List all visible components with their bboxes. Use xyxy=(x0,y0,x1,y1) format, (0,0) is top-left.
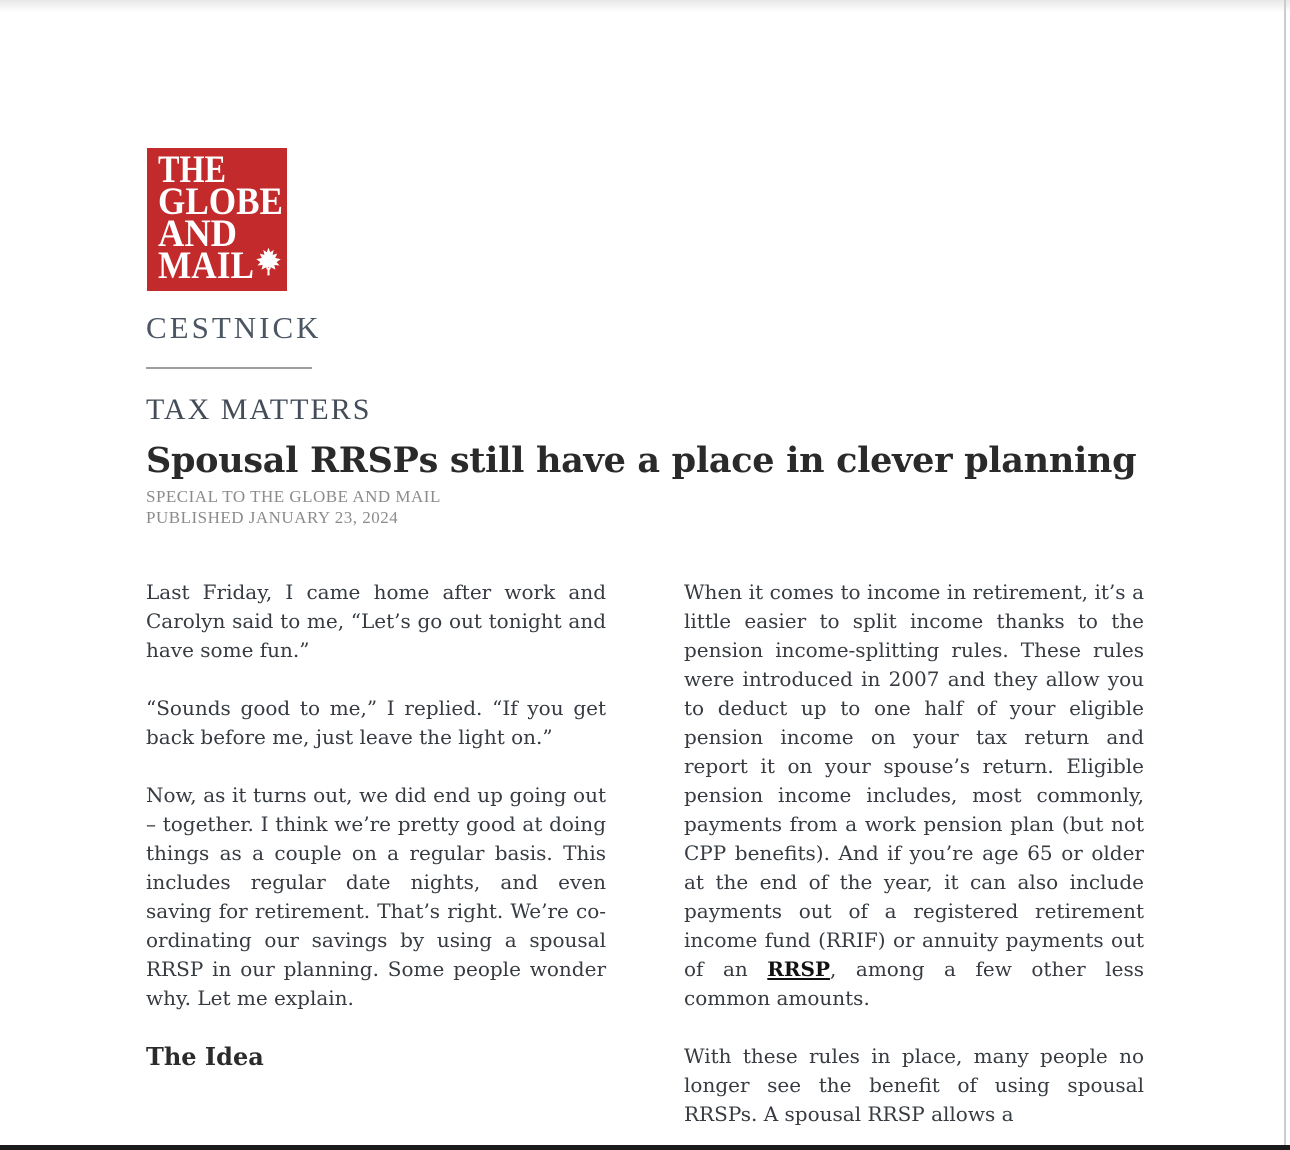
paragraph: With these rules in place, many people no longer see the benefit of using spousal RRSPs. A spousal RRSP allows a xyxy=(684,1044,1144,1126)
logo-text-the: THE xyxy=(158,148,226,191)
article-headline: Spousal RRSPs still have a place in clever planning xyxy=(146,440,1137,481)
globe-and-mail-logo xyxy=(147,148,287,291)
paragraph-text: When it comes to income in retirement, it’s a little easier to split income thanks to the pension income-splitting rules. These rules were introduced in 2007 and they allow you to deduct up to one half of your eligible pension income on your tax return and report it on your spouse’s return. Eligible pension income includes, most commonly, payments from a work pension plan (but not CPP benefits). And if you’re age 65 or older at the end of the year, it can also include payments out of a registered retirement income fund (RRIF) or annuity payments out of an xyxy=(684,580,1144,981)
paragraph: Last Friday, I came home after work and Carolyn said to me, “Let’s go out tonight and have some fun.” xyxy=(146,580,606,662)
published-date: PUBLISHED JANUARY 23, 2024 xyxy=(146,508,399,527)
article-column-right xyxy=(684,578,1144,1150)
paragraph: “Sounds good to me,” I replied. “If you get back before me, just leave the light on.” xyxy=(146,696,606,749)
paragraph-text: , among a few other less common amounts. xyxy=(684,957,1145,1010)
section-kicker: TAX MATTERS xyxy=(146,393,372,426)
logo-text-globe: GLOBE xyxy=(158,180,283,223)
subheading-the-idea: The Idea xyxy=(146,1042,264,1071)
columnist-name: CESTNICK xyxy=(146,310,322,345)
article-column-left xyxy=(146,578,606,1071)
section-divider xyxy=(146,367,312,369)
logo-text-and: AND xyxy=(158,212,237,255)
rrsp-link[interactable]: RRSP xyxy=(767,957,831,981)
right-edge-border xyxy=(1284,0,1286,1150)
byline-block xyxy=(146,486,441,528)
paragraph xyxy=(684,578,1144,1013)
top-edge-gradient xyxy=(0,0,1290,12)
byline-credit: SPECIAL TO THE GLOBE AND MAIL xyxy=(146,487,441,506)
logo-text-mail: MAIL xyxy=(158,244,254,287)
bottom-edge-bar xyxy=(0,1145,1290,1150)
paragraph: Now, as it turns out, we did end up going out – together. I think we’re pretty good at doing things as a couple on a regular basis. This includes regular date nights, and even saving for retirement. That’s right. We’re co-ordinating our savings by using a spousal RRSP in our planning. Some people wonder why. Let me explain. xyxy=(146,783,606,1010)
